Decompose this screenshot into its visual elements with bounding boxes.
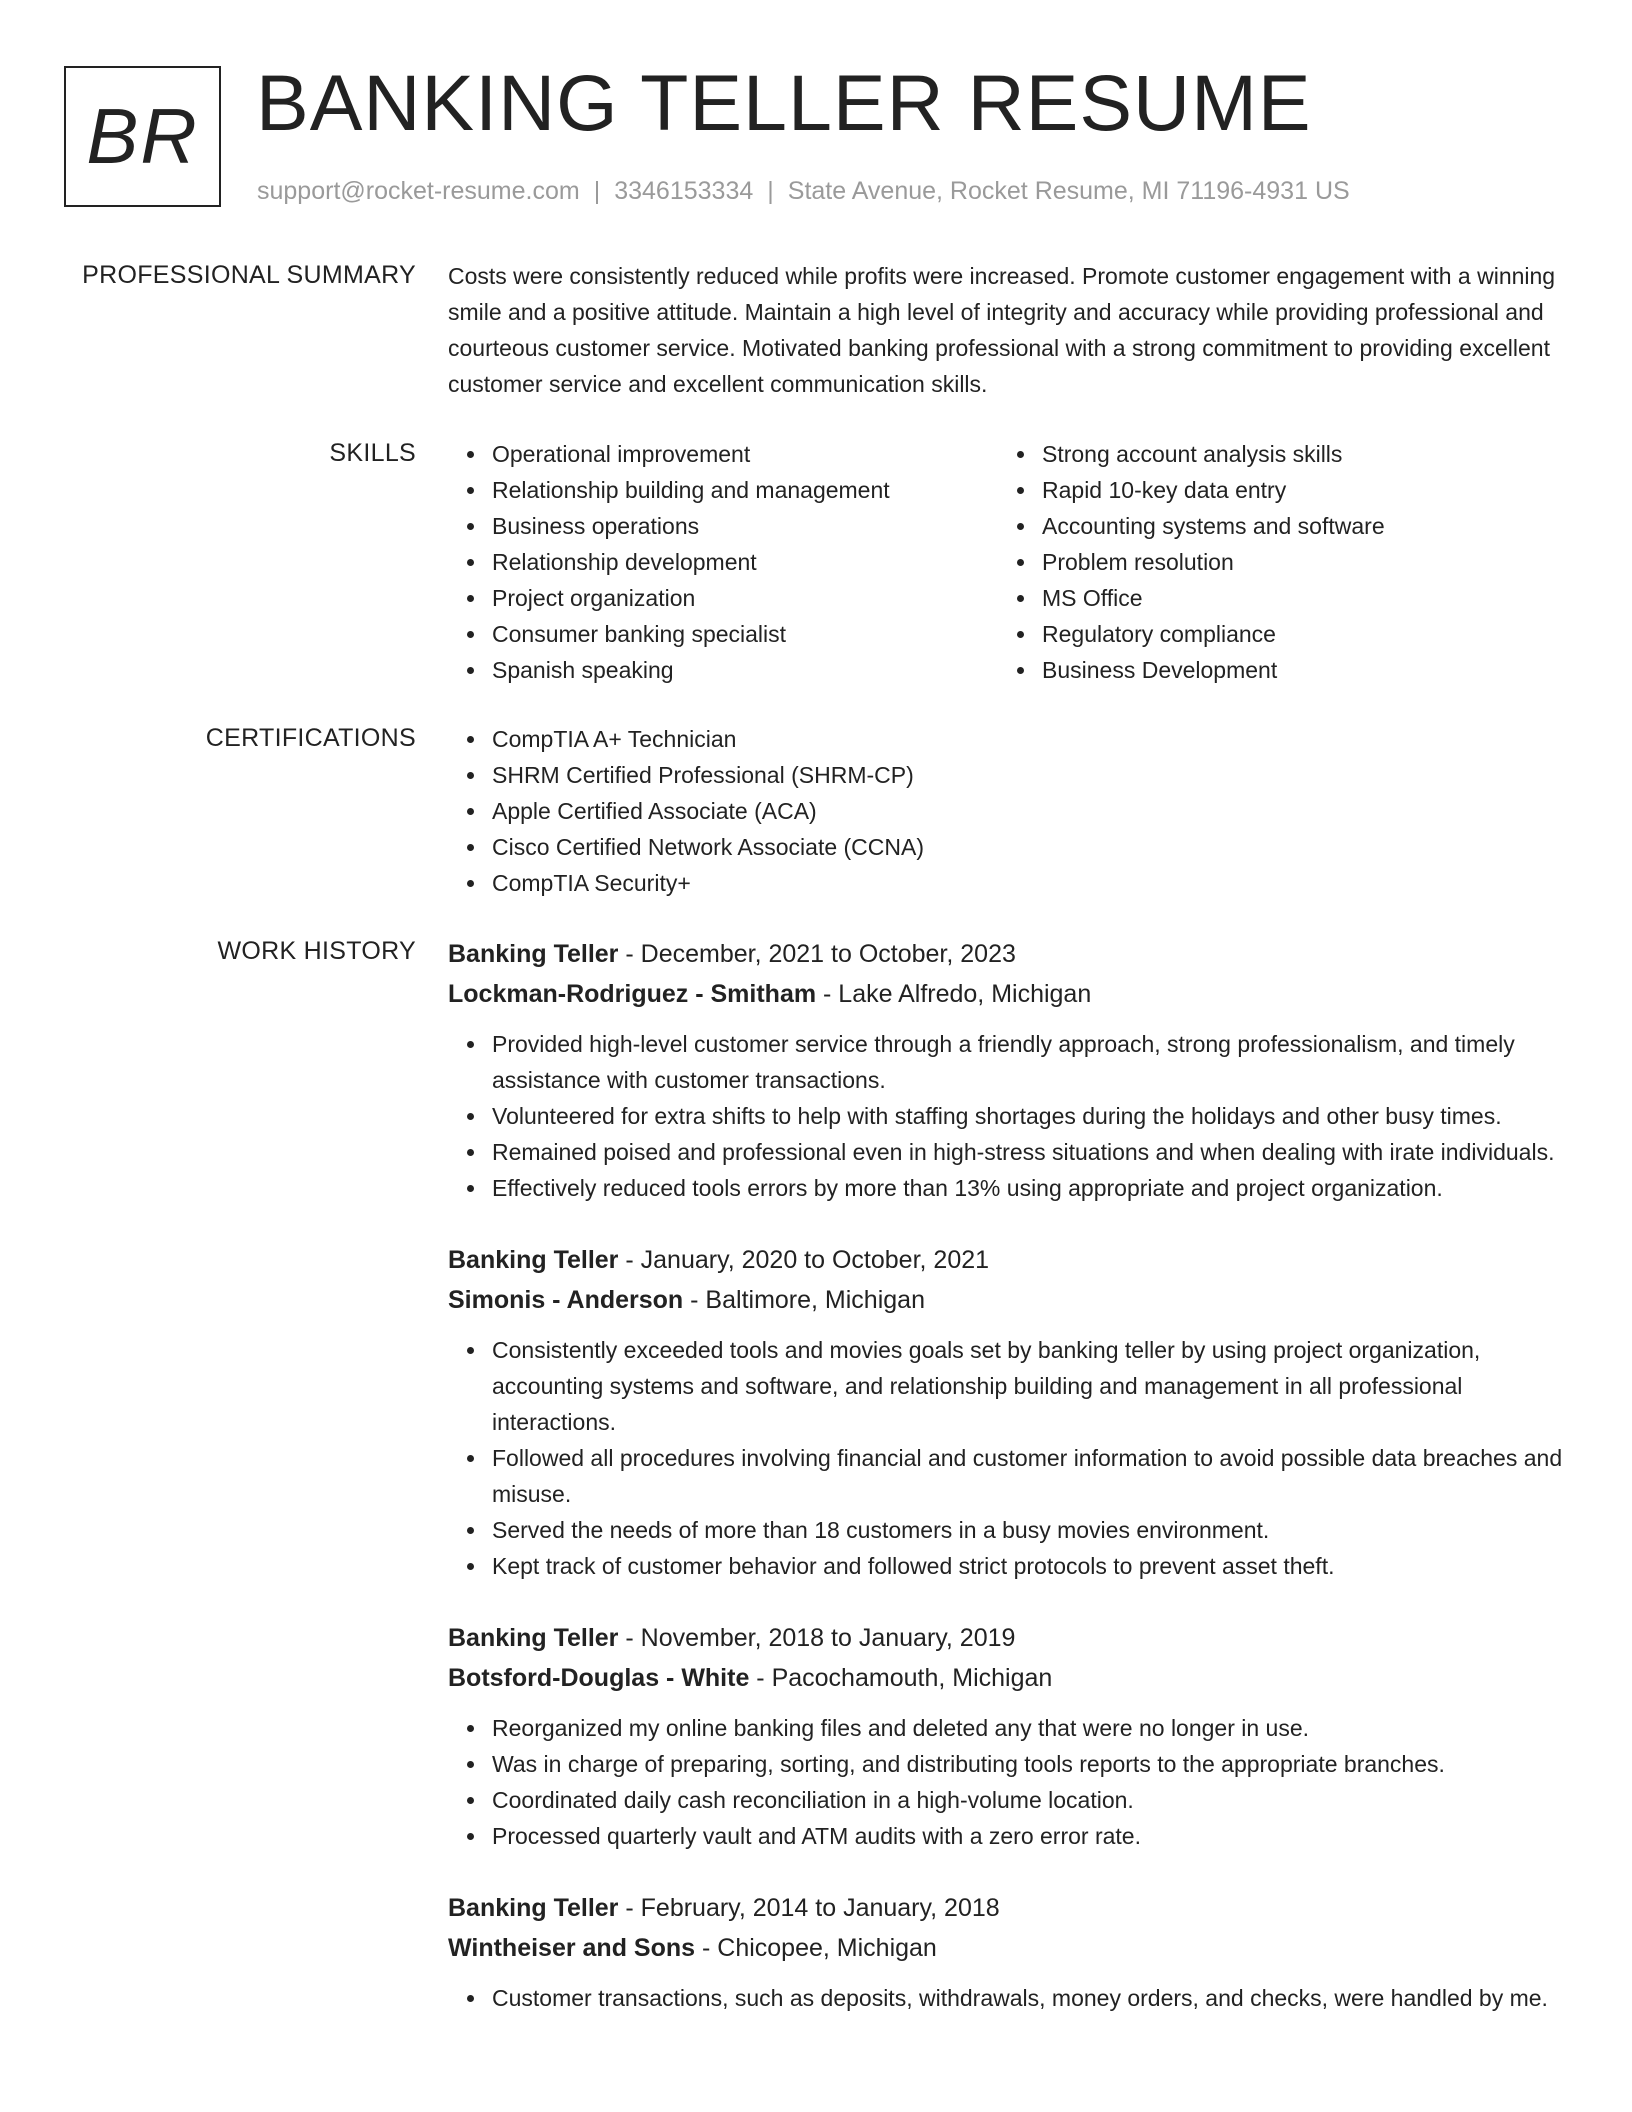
- skill-item: Rapid 10-key data entry: [1042, 472, 1548, 508]
- contact-email[interactable]: support@rocket-resume.com: [257, 177, 580, 205]
- job-entry: [448, 1618, 1566, 1854]
- certification-item: Apple Certified Associate (ACA): [492, 793, 1566, 829]
- section-label-certifications: CERTIFICATIONS: [205, 724, 416, 752]
- job-company-line: [448, 974, 1566, 1014]
- skill-item: MS Office: [1042, 580, 1548, 616]
- job-bullet: Reorganized my online banking files and deleted any that were no longer in use.: [492, 1710, 1566, 1746]
- summary-body: [448, 258, 1566, 402]
- skill-item: Problem resolution: [1042, 544, 1548, 580]
- job-bullet: Followed all procedures involving financial and customer information to avoid possible data breaches and misuse.: [492, 1440, 1566, 1512]
- contact-line: [257, 176, 1350, 206]
- skills-body: [448, 436, 1566, 688]
- job-dates: - January, 2020 to October, 2021: [618, 1246, 990, 1274]
- job-company-line: [448, 1280, 1566, 1320]
- job-title-line: [448, 934, 1566, 974]
- skill-item: Spanish speaking: [492, 652, 998, 688]
- resume-title: BANKING TELLER RESUME: [256, 58, 1312, 147]
- monogram-box: [64, 66, 221, 207]
- job-bullet: Served the needs of more than 18 customers in a busy movies environment.: [492, 1512, 1566, 1548]
- job-company: Lockman-Rodriguez - Smitham: [448, 980, 817, 1008]
- job-bullet: Provided high-level customer service through a friendly approach, strong professionalism, and timely assistance with customer transactions.: [492, 1026, 1566, 1098]
- job-entry: [448, 1240, 1566, 1584]
- skill-item: Project organization: [492, 580, 998, 616]
- job-bullet: Customer transactions, such as deposits, withdrawals, money orders, and checks, were handled by me.: [492, 1980, 1566, 2016]
- contact-address: State Avenue, Rocket Resume, MI 71196-4931 US: [787, 177, 1350, 205]
- skill-item: Business Development: [1042, 652, 1548, 688]
- job-bullet: Was in charge of preparing, sorting, and distributing tools reports to the appropriate branches.: [492, 1746, 1566, 1782]
- job-location: - Baltimore, Michigan: [683, 1286, 925, 1314]
- skills-column-left: [448, 436, 998, 688]
- contact-phone[interactable]: 3346153334: [614, 177, 754, 205]
- job-bullet: Kept track of customer behavior and followed strict protocols to prevent asset theft.: [492, 1548, 1566, 1584]
- job-entry: [448, 1888, 1566, 2016]
- skill-item: Relationship development: [492, 544, 998, 580]
- job-bullet: Processed quarterly vault and ATM audits with a zero error rate.: [492, 1818, 1566, 1854]
- certifications-body: [448, 721, 1566, 901]
- contact-separator: |: [767, 177, 774, 205]
- certification-item: CompTIA A+ Technician: [492, 721, 1566, 757]
- section-label-summary: PROFESSIONAL SUMMARY: [82, 261, 416, 289]
- job-title: Banking Teller: [448, 1624, 619, 1652]
- work-history-body: [448, 934, 1566, 2030]
- job-bullet: Volunteered for extra shifts to help with staffing shortages during the holidays and other busy times.: [492, 1098, 1566, 1134]
- skill-item: Regulatory compliance: [1042, 616, 1548, 652]
- job-bullet: Effectively reduced tools errors by more than 13% using appropriate and project organization.: [492, 1170, 1566, 1206]
- job-bullet: Consistently exceeded tools and movies goals set by banking teller by using project organization, accounting systems and software, and relationship building and management in all professional interactions.: [492, 1332, 1566, 1440]
- skills-column-right: [998, 436, 1548, 688]
- skill-item: Operational improvement: [492, 436, 998, 472]
- job-dates: - December, 2021 to October, 2023: [618, 940, 1016, 968]
- job-entry: [448, 934, 1566, 1206]
- job-title-line: [448, 1618, 1566, 1658]
- job-title: Banking Teller: [448, 940, 619, 968]
- job-bullet: Coordinated daily cash reconciliation in a high-volume location.: [492, 1782, 1566, 1818]
- job-company: Simonis - Anderson: [448, 1286, 684, 1314]
- certification-item: Cisco Certified Network Associate (CCNA): [492, 829, 1566, 865]
- job-title: Banking Teller: [448, 1894, 619, 1922]
- skill-item: Accounting systems and software: [1042, 508, 1548, 544]
- job-dates: - November, 2018 to January, 2019: [618, 1624, 1016, 1652]
- section-label-work-history: WORK HISTORY: [217, 937, 416, 965]
- job-company-line: [448, 1658, 1566, 1698]
- job-dates: - February, 2014 to January, 2018: [618, 1894, 1000, 1922]
- summary-text: Costs were consistently reduced while profits were increased. Promote customer engagement with a winning smile and a positive attitude. Maintain a high level of integrity and accuracy while providing professional and courteous customer service. Motivated banking professional with a strong commitment to providing excellent customer service and excellent communication skills.: [448, 263, 1556, 397]
- monogram-initials: BR: [86, 92, 199, 180]
- section-label-skills: SKILLS: [329, 439, 416, 467]
- job-title: Banking Teller: [448, 1246, 619, 1274]
- skill-item: Consumer banking specialist: [492, 616, 998, 652]
- job-bullet: Remained poised and professional even in high-stress situations and when dealing with irate individuals.: [492, 1134, 1566, 1170]
- skill-item: Relationship building and management: [492, 472, 998, 508]
- job-location: - Lake Alfredo, Michigan: [816, 980, 1092, 1008]
- job-location: - Chicopee, Michigan: [695, 1934, 937, 1962]
- job-company: Wintheiser and Sons: [448, 1934, 696, 1962]
- skill-item: Business operations: [492, 508, 998, 544]
- job-title-line: [448, 1240, 1566, 1280]
- job-company: Botsford-Douglas - White: [448, 1664, 750, 1692]
- certification-item: SHRM Certified Professional (SHRM-CP): [492, 757, 1566, 793]
- contact-separator: |: [593, 177, 601, 205]
- job-company-line: [448, 1928, 1566, 1968]
- job-location: - Pacochamouth, Michigan: [749, 1664, 1053, 1692]
- skill-item: Strong account analysis skills: [1042, 436, 1548, 472]
- job-title-line: [448, 1888, 1566, 1928]
- certification-item: CompTIA Security+: [492, 865, 1566, 901]
